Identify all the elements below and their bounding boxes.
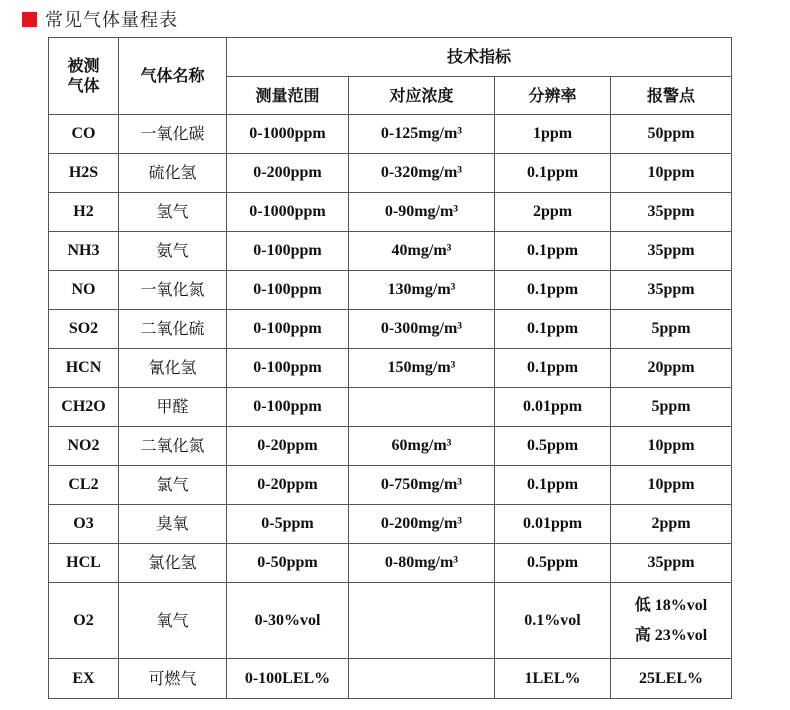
concentration-cell: 0-320mg/m³ [349, 154, 495, 193]
header-row-top [49, 38, 732, 77]
gas-code: HCL [49, 544, 119, 583]
concentration-cell: 0-90mg/m³ [349, 193, 495, 232]
resolution-cell: 1ppm [495, 115, 611, 154]
concentration-cell [349, 583, 495, 659]
resolution-cell: 0.01ppm [495, 505, 611, 544]
gas-code: NO [49, 271, 119, 310]
alarm-low: 低 18%vol [634, 596, 708, 614]
range-cell: 0-100LEL% [227, 659, 349, 699]
gas-code: H2S [49, 154, 119, 193]
range-cell: 0-5ppm [227, 505, 349, 544]
alarm-cell: 5ppm [611, 388, 732, 427]
gas-name: 甲醛 [119, 388, 227, 427]
concentration-cell: 150mg/m³ [349, 349, 495, 388]
resolution-cell: 2ppm [495, 193, 611, 232]
table-row [49, 154, 732, 193]
resolution-cell: 0.1ppm [495, 310, 611, 349]
concentration-cell: 130mg/m³ [349, 271, 495, 310]
alarm-cell: 50ppm [611, 115, 732, 154]
alarm-cell: 25LEL% [611, 659, 732, 699]
header-name: 气体名称 [119, 38, 227, 115]
table-row [49, 271, 732, 310]
range-cell: 0-1000ppm [227, 115, 349, 154]
resolution-cell: 0.1ppm [495, 466, 611, 505]
resolution-cell: 0.1%vol [495, 583, 611, 659]
range-cell: 0-1000ppm [227, 193, 349, 232]
gas-code: NO2 [49, 427, 119, 466]
table-row [49, 466, 732, 505]
range-cell: 0-100ppm [227, 310, 349, 349]
gas-name: 可燃气 [119, 659, 227, 699]
header-gas: 被测 气体 [49, 38, 119, 115]
range-cell: 0-200ppm [227, 154, 349, 193]
page-title: 常见气体量程表 [45, 10, 178, 31]
gas-code: SO2 [49, 310, 119, 349]
gas-code: EX [49, 659, 119, 699]
table-row [49, 115, 732, 154]
resolution-cell: 0.1ppm [495, 349, 611, 388]
gas-name: 氢气 [119, 193, 227, 232]
gas-range-table [48, 37, 732, 699]
alarm-cell: 10ppm [611, 154, 732, 193]
resolution-cell: 0.1ppm [495, 271, 611, 310]
alarm-cell: 35ppm [611, 271, 732, 310]
concentration-cell: 0-200mg/m³ [349, 505, 495, 544]
header-spec: 技术指标 [227, 38, 732, 77]
range-cell: 0-100ppm [227, 349, 349, 388]
range-cell: 0-100ppm [227, 388, 349, 427]
range-cell: 0-20ppm [227, 427, 349, 466]
header-concentration: 对应浓度 [349, 77, 495, 115]
table-row [49, 310, 732, 349]
range-cell: 0-100ppm [227, 232, 349, 271]
heading-marker [22, 12, 37, 27]
concentration-cell [349, 659, 495, 699]
resolution-cell: 0.1ppm [495, 154, 611, 193]
alarm-cell: 2ppm [611, 505, 732, 544]
table-row [49, 388, 732, 427]
table-row-ex [49, 659, 732, 699]
resolution-cell: 0.5ppm [495, 427, 611, 466]
page-heading [22, 6, 178, 32]
table-row [49, 232, 732, 271]
header-range: 测量范围 [227, 77, 349, 115]
gas-code: O2 [49, 583, 119, 659]
gas-code: NH3 [49, 232, 119, 271]
table-row [49, 193, 732, 232]
gas-code: HCN [49, 349, 119, 388]
concentration-cell: 0-750mg/m³ [349, 466, 495, 505]
table-row [49, 544, 732, 583]
alarm-cell: 10ppm [611, 466, 732, 505]
gas-code: O3 [49, 505, 119, 544]
header-resolution: 分辨率 [495, 77, 611, 115]
gas-name: 氯化氢 [119, 544, 227, 583]
gas-name: 二氧化硫 [119, 310, 227, 349]
resolution-cell: 0.01ppm [495, 388, 611, 427]
resolution-cell: 0.1ppm [495, 232, 611, 271]
gas-name: 氨气 [119, 232, 227, 271]
gas-name: 臭氧 [119, 505, 227, 544]
concentration-cell: 40mg/m³ [349, 232, 495, 271]
range-cell: 0-30%vol [227, 583, 349, 659]
concentration-cell: 60mg/m³ [349, 427, 495, 466]
resolution-cell: 1LEL% [495, 659, 611, 699]
gas-name: 一氧化氮 [119, 271, 227, 310]
concentration-cell [349, 388, 495, 427]
alarm-high: 高 23%vol [634, 626, 708, 644]
concentration-cell: 0-80mg/m³ [349, 544, 495, 583]
range-cell: 0-100ppm [227, 271, 349, 310]
gas-name: 硫化氢 [119, 154, 227, 193]
table-row [49, 427, 732, 466]
gas-name: 二氧化氮 [119, 427, 227, 466]
gas-code: H2 [49, 193, 119, 232]
alarm-cell: 35ppm [611, 193, 732, 232]
alarm-cell: 20ppm [611, 349, 732, 388]
alarm-cell: 35ppm [611, 232, 732, 271]
gas-name: 一氧化碳 [119, 115, 227, 154]
header-alarm: 报警点 [611, 77, 732, 115]
gas-code: CL2 [49, 466, 119, 505]
gas-name: 氰化氢 [119, 349, 227, 388]
alarm-cell: 5ppm [611, 310, 732, 349]
table-row-o2 [49, 583, 732, 659]
gas-code: CO [49, 115, 119, 154]
alarm-cell: 10ppm [611, 427, 732, 466]
gas-code: CH2O [49, 388, 119, 427]
alarm-cell [611, 583, 732, 659]
range-cell: 0-20ppm [227, 466, 349, 505]
gas-name: 氧气 [119, 583, 227, 659]
resolution-cell: 0.5ppm [495, 544, 611, 583]
table-row [49, 505, 732, 544]
alarm-cell: 35ppm [611, 544, 732, 583]
range-cell: 0-50ppm [227, 544, 349, 583]
concentration-cell: 0-125mg/m³ [349, 115, 495, 154]
table-row [49, 349, 732, 388]
concentration-cell: 0-300mg/m³ [349, 310, 495, 349]
gas-name: 氯气 [119, 466, 227, 505]
